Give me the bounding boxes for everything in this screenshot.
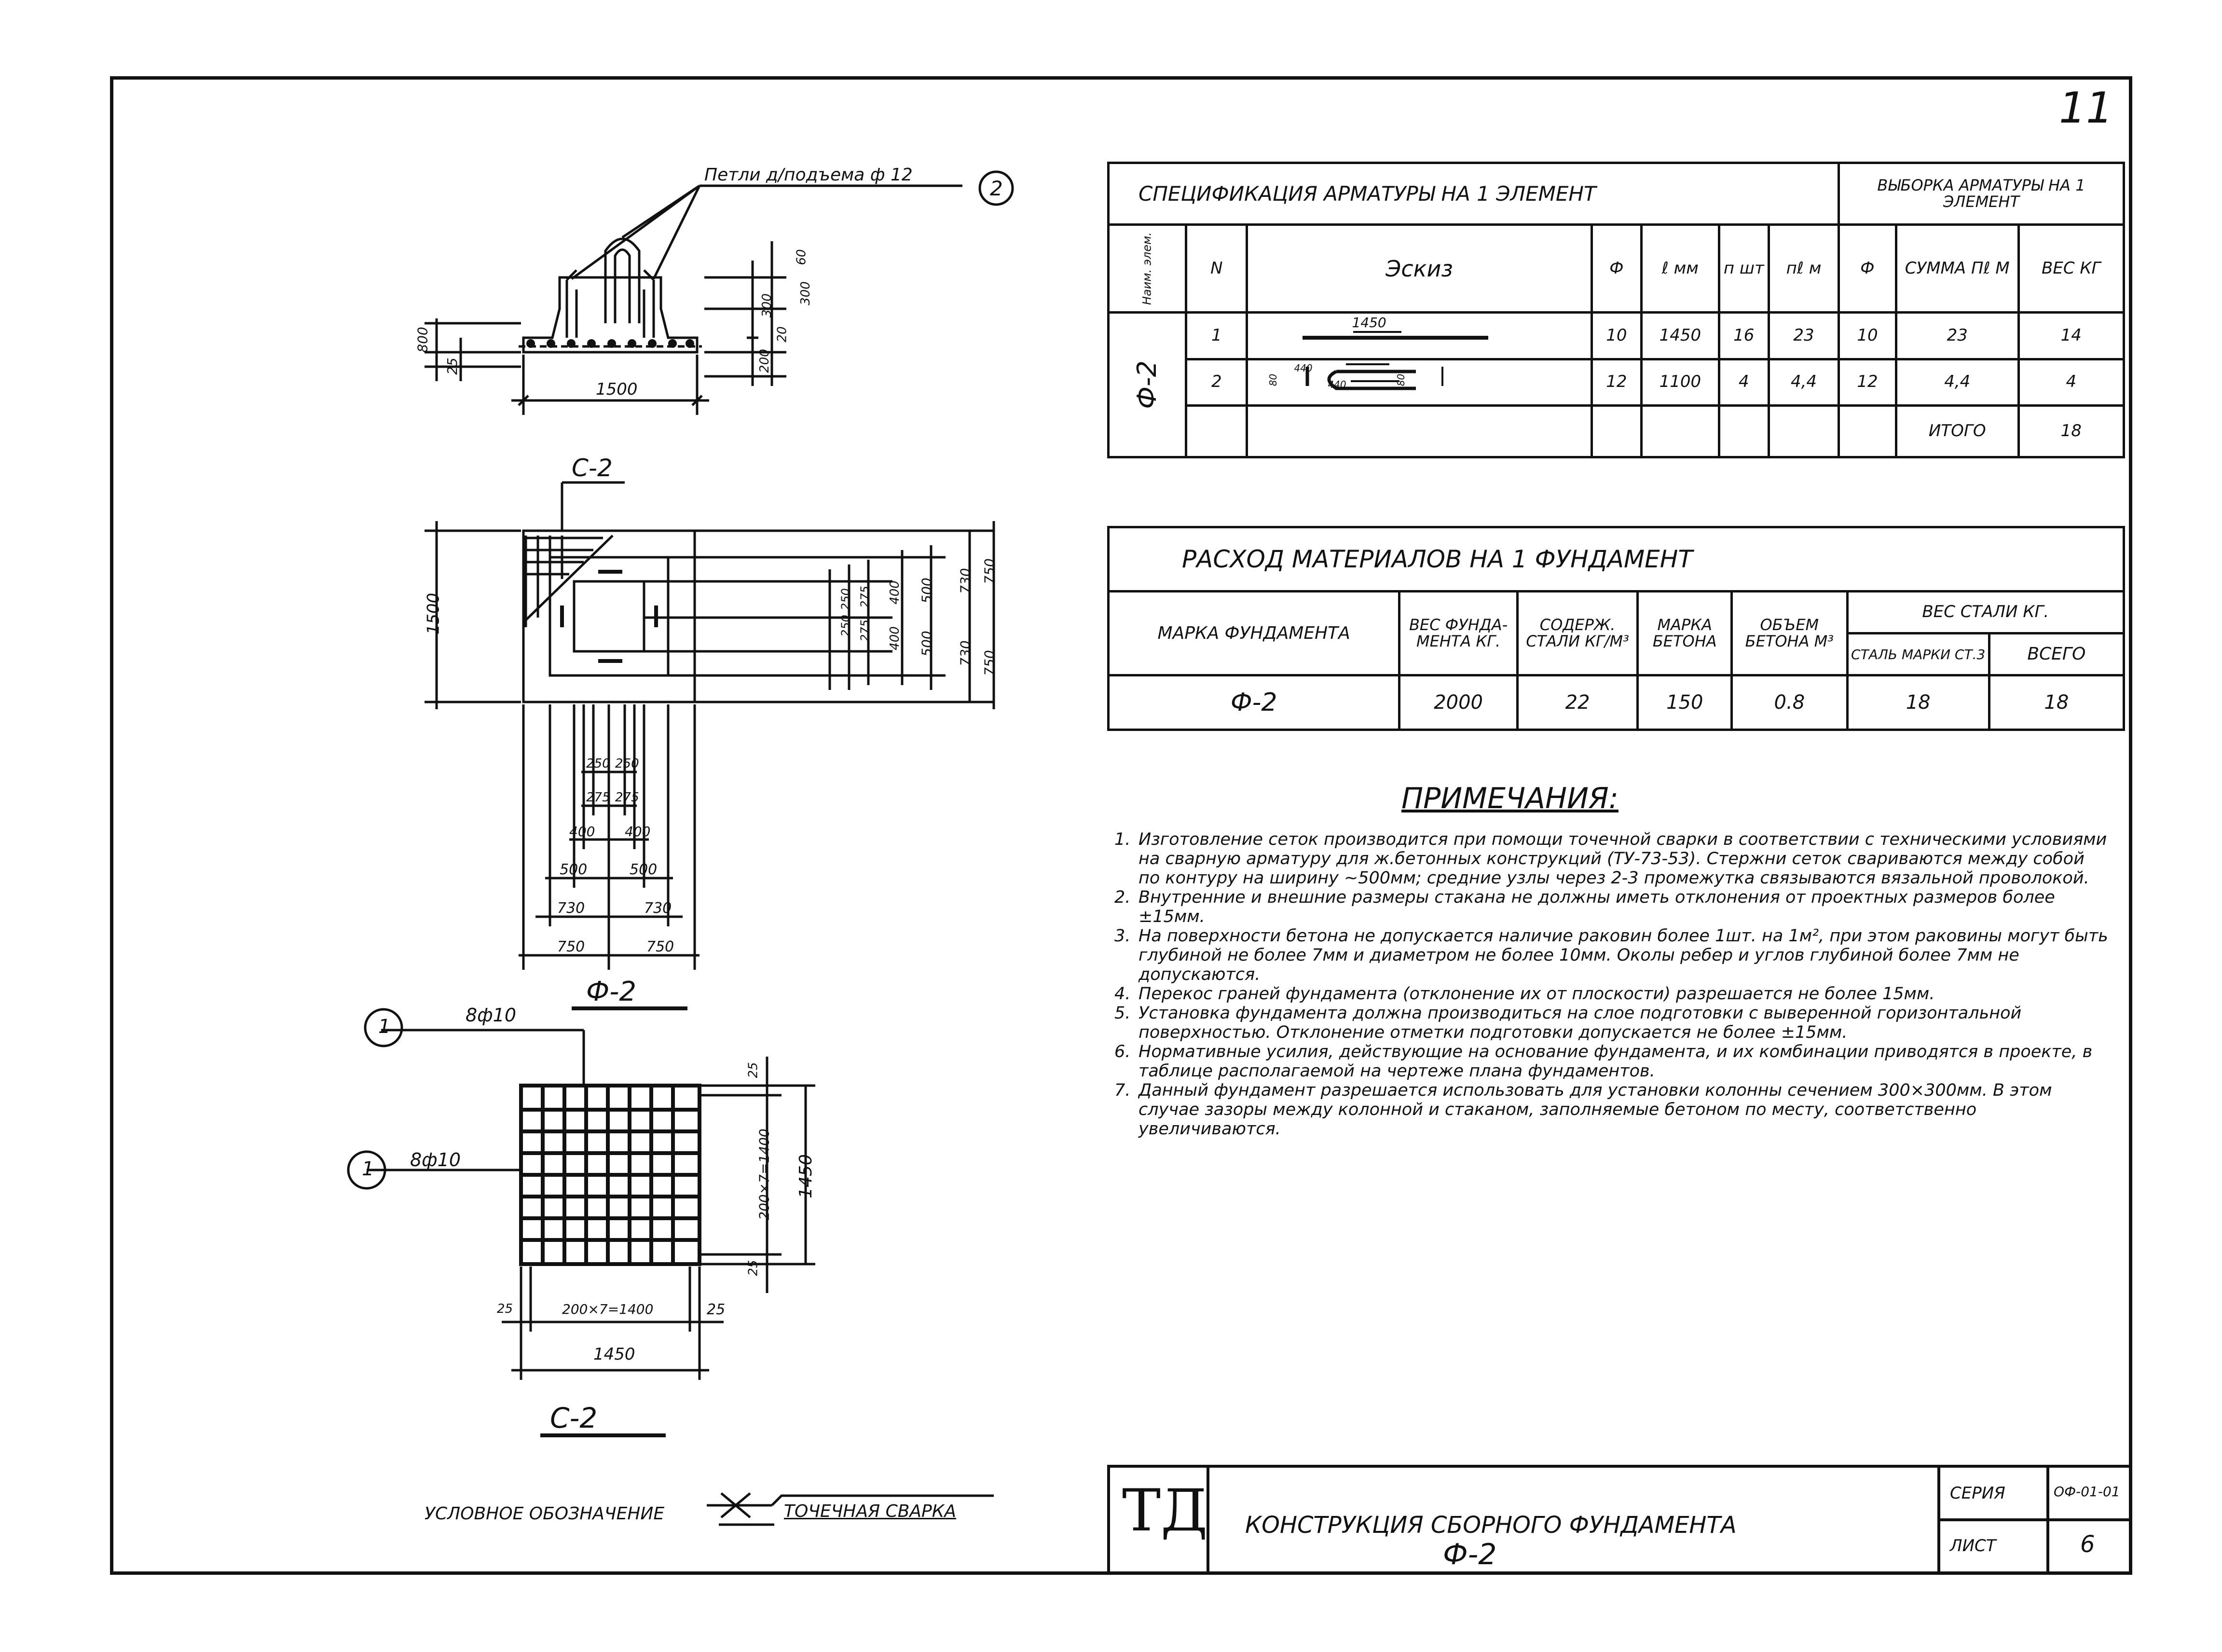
mt-steel-grade: СТАЛЬ МАРКИ СТ.3 bbox=[1847, 633, 1989, 675]
spec-phi: 12 bbox=[1591, 359, 1642, 405]
note-num: 3. bbox=[1114, 926, 1131, 946]
series-label: СЕРИЯ bbox=[1950, 1484, 2005, 1503]
plan-dim-v: 500 bbox=[919, 578, 935, 604]
mesh-view bbox=[348, 1009, 815, 1380]
plan-dim-h: 400 bbox=[569, 824, 595, 840]
plan-dim-h: 730 bbox=[644, 900, 672, 917]
spec-count: 4 bbox=[1719, 359, 1769, 405]
mt-row-steel-content: 22 bbox=[1517, 675, 1638, 730]
spec-empty bbox=[1838, 405, 1896, 457]
spec-total-label: ИТОГО bbox=[1896, 405, 2018, 457]
note-num: 6. bbox=[1114, 1042, 1131, 1061]
plan-dim-v: 750 bbox=[981, 558, 998, 584]
spec-n: 2 bbox=[1186, 359, 1247, 405]
mesh-dim-right: 25 bbox=[707, 1301, 726, 1318]
th-weight: ВЕС КГ bbox=[2018, 225, 2124, 313]
th-element bbox=[1109, 225, 1186, 313]
spec-weight: 4 bbox=[2018, 359, 2124, 405]
mesh-dim-inner-v: 200×7=1400 bbox=[756, 1129, 772, 1220]
bar2-ref: 1 bbox=[362, 1158, 374, 1180]
spec-sketch-2 bbox=[1247, 359, 1591, 405]
bar2-label: 8ф10 bbox=[410, 1149, 461, 1170]
spec-phi: 10 bbox=[1591, 313, 1642, 359]
note-num: 1. bbox=[1114, 830, 1131, 849]
mt-weight: ВЕС ФУНДА- МЕНТА КГ. bbox=[1399, 592, 1517, 675]
mesh-dim-top: 25 bbox=[746, 1062, 761, 1078]
plan-dim-h: 750 bbox=[646, 938, 674, 955]
legend-label: УСЛОВНОЕ ОБОЗНАЧЕНИЕ bbox=[425, 1504, 665, 1524]
note-text: Изготовление сеток производится при помощи точечной сварки в соответствии с техническими условиями на сварную арматуру для ж.бетонных конструкций (ТУ-73-53). Стержни сеток свариваются между собой по контуру на ширину ~500мм; средние узлы через 2-3 промежутка связываются вязальной проволокой. bbox=[1138, 830, 2107, 888]
sketch-2-dim-d: 80 bbox=[1395, 373, 1407, 386]
mesh-dim-left: 25 bbox=[497, 1302, 513, 1316]
dim-h-base: 25 bbox=[444, 358, 460, 375]
mt-row-grade: 150 bbox=[1638, 675, 1732, 730]
spec-sum: 23 bbox=[1896, 313, 2018, 359]
note-text: Перекос граней фундамента (отклонение их от плоскости) разрешается не более 15мм. bbox=[1138, 984, 1935, 1004]
spec-table bbox=[1107, 162, 2125, 458]
th-phi2: Ф bbox=[1838, 225, 1896, 313]
spec-l: 1100 bbox=[1642, 359, 1719, 405]
sketch-2-dim-b: 440 bbox=[1294, 362, 1313, 374]
th-sketch: Эскиз bbox=[1247, 225, 1591, 313]
plan-dims-horizontal bbox=[521, 753, 704, 965]
dim-base-width: 1500 bbox=[596, 380, 638, 399]
spec-total: 4,4 bbox=[1769, 359, 1839, 405]
mt-row-mark: Ф-2 bbox=[1109, 675, 1399, 730]
sketch-1-dim: 1450 bbox=[1352, 315, 1386, 331]
dim-h-total: 800 bbox=[414, 327, 431, 353]
note-text: На поверхности бетона не допускается наличие раковин более 1шт. на 1м², при этом раковины могут быть глубиной не более 7мм и диаметром не более 10мм. Околы ребер и углов глубиной более 7мм не допускаются. bbox=[1138, 926, 2108, 984]
page-number: 11 bbox=[2059, 83, 2113, 133]
plan-dim-v: 730 bbox=[957, 568, 974, 594]
note-item bbox=[1114, 888, 2108, 926]
th-count: п шт bbox=[1719, 225, 1769, 313]
materials-title: РАСХОД МАТЕРИАЛОВ НА 1 ФУНДАМЕНТ bbox=[1109, 527, 2124, 592]
spec-phi2: 10 bbox=[1838, 313, 1896, 359]
mt-steel-content: СОДЕРЖ. СТАЛИ КГ/М³ bbox=[1517, 592, 1638, 675]
th-l: ℓ мм bbox=[1642, 225, 1719, 313]
note-num: 2. bbox=[1114, 888, 1131, 907]
plan-dim-h: 250 bbox=[586, 757, 610, 771]
note-item bbox=[1114, 926, 2108, 984]
note-text: Установка фундамента должна производиться на слое подготовки с выверенной горизонтальной поверхностью. Отклонение отметки подготовки допускается не более ±15мм. bbox=[1138, 1004, 2022, 1042]
plan-dim-h: 500 bbox=[630, 861, 658, 878]
mt-total: ВСЕГО bbox=[1989, 633, 2124, 675]
title-block-right bbox=[1937, 1468, 2132, 1572]
dim-h-top: 60 bbox=[794, 249, 809, 265]
spec-empty bbox=[1591, 405, 1642, 457]
note-text: Внутренние и внешние размеры стакана не должны иметь отклонения от проектных размеров более ±15мм. bbox=[1138, 888, 2055, 926]
plan-dims-vertical bbox=[736, 558, 1011, 676]
spec-total-row bbox=[1109, 405, 2124, 457]
title-block-logo: ТД bbox=[1122, 1477, 1208, 1544]
spec-empty bbox=[1719, 405, 1769, 457]
plan-dim-v: 400 bbox=[887, 580, 902, 605]
mesh-dim-outer-v: 1450 bbox=[796, 1154, 816, 1198]
sketch-2-dim-a: 80 bbox=[1267, 373, 1279, 386]
th-n: N bbox=[1186, 225, 1247, 313]
note-item bbox=[1114, 830, 2108, 888]
sample-title: ВЫБОРКА АРМАТУРЫ НА 1 ЭЛЕМЕНТ bbox=[1838, 163, 2124, 225]
plan-section-mark: С-2 bbox=[572, 454, 613, 482]
title-block-title: КОНСТРУКЦИЯ СБОРНОГО ФУНДАМЕНТА bbox=[1245, 1512, 1737, 1539]
right-divider bbox=[2046, 1468, 2049, 1572]
spec-empty bbox=[1186, 405, 1247, 457]
sketch-2-dim-c: 440 bbox=[1328, 378, 1346, 390]
mt-grade: МАРКА БЕТОНА bbox=[1638, 592, 1732, 675]
title-block bbox=[1107, 1465, 2132, 1575]
plan-dim-h: 400 bbox=[625, 824, 651, 840]
note-item bbox=[1114, 1042, 2108, 1081]
dim-h-low: 200 bbox=[757, 349, 772, 373]
materials-row bbox=[1109, 675, 2124, 730]
plan-dim-h: 275 bbox=[586, 790, 610, 805]
spec-sum: 4,4 bbox=[1896, 359, 2018, 405]
notes-list bbox=[1114, 830, 2108, 1139]
plan-dim-v: 275 bbox=[858, 586, 872, 608]
lift-loops-callout: Петли д/подъема ф 12 bbox=[704, 165, 913, 185]
spec-empty bbox=[1247, 405, 1591, 457]
mt-row-weight: 2000 bbox=[1399, 675, 1517, 730]
mt-row-total: 18 bbox=[1989, 675, 2124, 730]
spec-empty bbox=[1642, 405, 1719, 457]
plan-dim-v: 500 bbox=[919, 631, 935, 657]
note-item bbox=[1114, 1004, 2108, 1042]
plan-dim-h: 730 bbox=[557, 900, 585, 917]
th-total: пℓ м bbox=[1769, 225, 1839, 313]
spec-weight: 14 bbox=[2018, 313, 2124, 359]
foundation-plan bbox=[425, 482, 994, 970]
note-item bbox=[1114, 1081, 2108, 1139]
plan-dim-v: 400 bbox=[887, 626, 902, 650]
note-text: Нормативные усилия, действующие на основание фундамента, и их комбинации приводятся в проекте, в таблице располагаемой на чертеже плана фундаментов. bbox=[1138, 1042, 2093, 1081]
spec-n: 1 bbox=[1186, 313, 1247, 359]
plan-dim-v: 275 bbox=[858, 620, 872, 642]
mesh-dim-bot: 25 bbox=[746, 1260, 761, 1276]
mt-mark: МАРКА ФУНДАМЕНТА bbox=[1109, 592, 1399, 675]
mesh-title: С-2 bbox=[550, 1402, 598, 1434]
title-block-subtitle: Ф-2 bbox=[1443, 1538, 1497, 1571]
spec-total-value: 18 bbox=[2018, 405, 2124, 457]
plan-dim-v: 750 bbox=[981, 650, 998, 676]
spec-count: 16 bbox=[1719, 313, 1769, 359]
mesh-dim-outer-h: 1450 bbox=[593, 1345, 635, 1364]
dim-h-gap: 20 bbox=[775, 326, 790, 343]
plan-dim-h: 500 bbox=[560, 861, 588, 878]
series-value: ОФ-01-01 bbox=[2054, 1484, 2120, 1500]
mesh-dim-inner-h: 200×7=1400 bbox=[562, 1301, 654, 1317]
spec-row-1 bbox=[1109, 313, 2124, 359]
foundation-elevation bbox=[425, 172, 1013, 415]
bar1-label: 8ф10 bbox=[466, 1005, 517, 1026]
plan-dim-h: 275 bbox=[615, 790, 639, 805]
note-item bbox=[1114, 984, 2108, 1004]
bar1-ref: 1 bbox=[378, 1016, 391, 1038]
th-phi: Ф bbox=[1591, 225, 1642, 313]
note-text: Данный фундамент разрешается использовать для установки колонны сечением 300×300мм. В этом случае зазоры между колонной и стаканом, заполняемые бетоном по месту, соответственно увеличиваются. bbox=[1138, 1081, 2052, 1139]
notes-title: ПРИМЕЧАНИЯ: bbox=[1401, 782, 1618, 815]
mt-steel-weight: ВЕС СТАЛИ КГ. bbox=[1847, 592, 2124, 633]
spec-sketch-1 bbox=[1247, 313, 1591, 359]
note-num: 4. bbox=[1114, 984, 1131, 1004]
legend-text: ТОЧЕЧНАЯ СВАРКА bbox=[784, 1501, 956, 1521]
plan-left-dim: 1500 bbox=[424, 592, 443, 635]
spec-total: 23 bbox=[1769, 313, 1839, 359]
spec-empty bbox=[1769, 405, 1839, 457]
th-element-text: Наим. элем. bbox=[1140, 232, 1154, 305]
plan-dim-v: 250 bbox=[838, 588, 852, 610]
sheet-value: 6 bbox=[2080, 1531, 2095, 1558]
plan-dim-h: 250 bbox=[615, 757, 639, 771]
th-sum: СУММА Пℓ М bbox=[1896, 225, 2018, 313]
spec-element-name: Ф-2 bbox=[1131, 360, 1162, 409]
mt-row-volume: 0.8 bbox=[1732, 675, 1848, 730]
spec-phi2: 12 bbox=[1838, 359, 1896, 405]
mt-volume: ОБЪЕМ БЕТОНА М³ bbox=[1732, 592, 1848, 675]
mt-row-steel-grade: 18 bbox=[1847, 675, 1989, 730]
note-num: 5. bbox=[1114, 1004, 1131, 1023]
materials-table bbox=[1107, 526, 2125, 731]
plan-dim-v: 730 bbox=[957, 640, 974, 666]
dim-h-mid2: 300 bbox=[759, 293, 774, 317]
dim-h-mid1: 300 bbox=[798, 281, 813, 305]
note-num: 7. bbox=[1114, 1081, 1131, 1100]
spec-row-2 bbox=[1109, 359, 2124, 405]
spec-l: 1450 bbox=[1642, 313, 1719, 359]
spec-title: СПЕЦИФИКАЦИЯ АРМАТУРЫ НА 1 ЭЛЕМЕНТ bbox=[1109, 163, 1839, 225]
lift-loops-ref: 2 bbox=[990, 177, 1003, 200]
plan-dim-v: 250 bbox=[838, 615, 852, 637]
spec-element-cell bbox=[1109, 313, 1186, 457]
plan-title: Ф-2 bbox=[586, 976, 637, 1007]
sheet-label: ЛИСТ bbox=[1950, 1536, 1996, 1556]
plan-dim-h: 750 bbox=[557, 938, 585, 955]
